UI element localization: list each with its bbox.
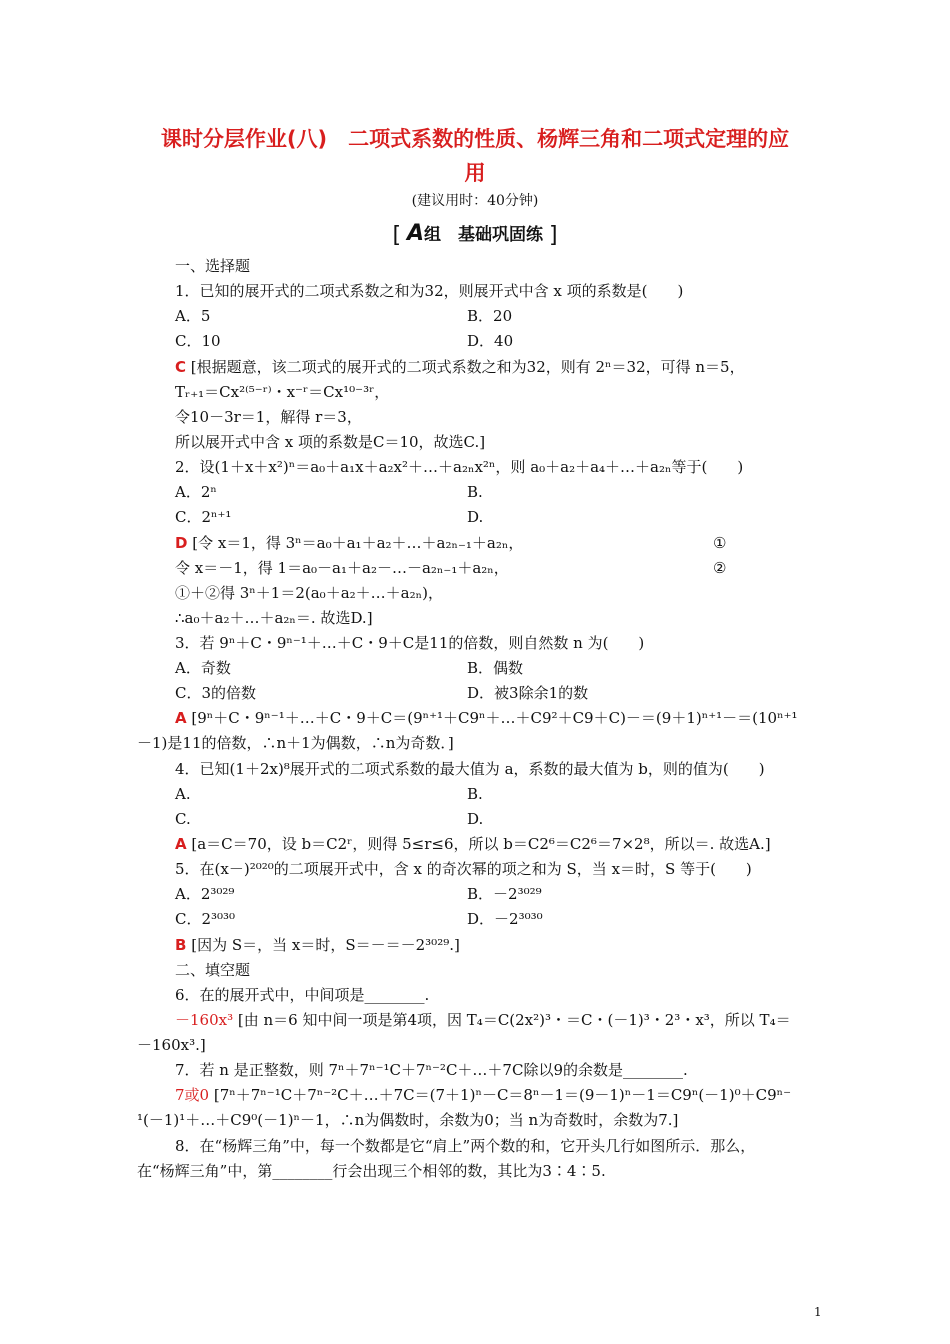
- option-c: C．3的倍数: [175, 684, 257, 702]
- group-heading: [0, 220, 950, 248]
- option-d: D.: [467, 508, 484, 526]
- option-c: C．2ⁿ⁺¹: [175, 508, 232, 526]
- suggested-time: (建议用时：40分钟): [411, 193, 539, 209]
- solution-2: [175, 533, 523, 553]
- solution-3: [175, 708, 798, 728]
- answer-value: 7或0: [175, 1086, 210, 1104]
- solution-line: －1)是11的倍数，∴n＋1为偶数，∴n为奇数．]: [137, 734, 454, 752]
- answer-letter: D: [175, 534, 188, 552]
- solution-line: －160x³.]: [137, 1036, 206, 1054]
- option-b: B.: [467, 785, 483, 803]
- solution-1: [175, 357, 745, 377]
- solution-line: 令10－3r＝1，解得 r＝3，: [175, 408, 362, 426]
- group-bracket-close: ]: [548, 223, 558, 248]
- solution-line: Tᵣ₊₁＝Cx²⁽⁵⁻ʳ⁾・x⁻ʳ＝Cx¹⁰⁻³ʳ，: [175, 383, 390, 401]
- solution-text: [a＝C＝70，设 b＝C2ʳ，则得 5≤r≤6，所以 b＝C2⁶＝C2⁶＝7×2⁸，所以＝. 故选A.]: [191, 835, 771, 853]
- solution-7: [175, 1085, 791, 1105]
- option-d: D．被3除余1的数: [467, 684, 589, 702]
- solution-4: [175, 834, 771, 854]
- question-6: 6．在的展开式中，中间项是________.: [175, 986, 430, 1004]
- equation-marker-1: ①: [713, 534, 727, 552]
- option-d: D.: [467, 810, 484, 828]
- group-letter: A: [406, 221, 425, 246]
- answer-letter: A: [175, 835, 187, 853]
- option-a: A.: [175, 785, 191, 803]
- option-b: B．20: [467, 307, 513, 325]
- page-number: 1: [814, 1305, 822, 1319]
- solution-line: ①＋②得 3ⁿ＋1＝2(a₀＋a₂＋…＋a₂ₙ)，: [175, 584, 443, 602]
- option-b: B．偶数: [467, 659, 524, 677]
- option-c: C.: [175, 810, 191, 828]
- answer-letter: B: [175, 936, 187, 954]
- question-1: 1．已知的展开式的二项式系数之和为32，则展开式中含 x 项的系数是( ): [175, 282, 684, 300]
- solution-text: [因为 S＝，当 x＝时，S＝－＝－2³⁰²⁹.]: [191, 936, 460, 954]
- page-title-continued: 用: [464, 161, 486, 185]
- question-2: 2．设(1＋x＋x²)ⁿ＝a₀＋a₁x＋a₂x²＋…＋a₂ₙx²ⁿ，则 a₀＋a₂＋a₄＋…＋a₂ₙ等于( ): [175, 458, 744, 476]
- option-a: A．5: [175, 307, 211, 325]
- solution-text: [由 n＝6 知中间一项是第4项，因 T₄＝C(2x²)³・＝C・(－1)³・2³・x³，所以 T₄＝: [237, 1011, 791, 1029]
- solution-text: [7ⁿ＋7ⁿ⁻¹C＋7ⁿ⁻²C＋…＋7C＝(7＋1)ⁿ－C＝8ⁿ－1＝(9－1)ⁿ－1＝C9ⁿ(－1)⁰＋C9ⁿ⁻: [213, 1086, 792, 1104]
- option-a: A．2³⁰²⁹: [175, 885, 235, 903]
- question-5: 5．在(x－)²⁰²⁰的二项展开式中，含 x 的奇次幂的项之和为 S，当 x＝时，S 等于( ): [175, 860, 752, 878]
- question-8-continued: 在“杨辉三角”中，第________行会出现三个相邻的数，其比为3∶4∶5.: [137, 1162, 606, 1180]
- solution-line: ¹(－1)¹＋…＋C9⁰(－1)ⁿ－1，∴n为偶数时，余数为0；当 n为奇数时，余数为7.]: [137, 1111, 679, 1129]
- question-7: 7．若 n 是正整数，则 7ⁿ＋7ⁿ⁻¹C＋7ⁿ⁻²C＋…＋7C除以9的余数是________.: [175, 1061, 688, 1079]
- option-b: B.: [467, 483, 483, 501]
- solution-line: ∴a₀＋a₂＋…＋a₂ₙ＝. 故选D.]: [175, 609, 373, 627]
- option-d: D．－2³⁰³⁰: [467, 910, 543, 928]
- group-label: 组 基础巩固练: [424, 225, 544, 245]
- solution-line: 所以展开式中含 x 项的系数是C＝10，故选C.]: [175, 433, 486, 451]
- solution-5: [175, 935, 460, 955]
- section-heading: 一、选择题: [175, 257, 251, 275]
- group-bracket-open: [: [392, 223, 402, 248]
- question-3: 3．若 9ⁿ＋C・9ⁿ⁻¹＋…＋C・9＋C是11的倍数，则自然数 n 为( ): [175, 634, 645, 652]
- page-title: 课时分层作业(八) 二项式系数的性质、杨辉三角和二项式定理的应: [160, 127, 790, 151]
- option-c: C．10: [175, 332, 221, 350]
- solution-text: [令 x＝1，得 3ⁿ＝a₀＋a₁＋a₂＋…＋a₂ₙ₋₁＋a₂ₙ，: [192, 534, 524, 552]
- question-4: 4．已知(1＋2x)⁸展开式的二项式系数的最大值为 a，系数的最大值为 b，则的值为( ): [175, 760, 765, 778]
- solution-text: [根据题意，该二项式的展开式的二项式系数之和为32，则有 2ⁿ＝32，可得 n＝5，: [190, 358, 745, 376]
- section-heading: 二、填空题: [175, 961, 251, 979]
- answer-letter: C: [175, 358, 187, 376]
- equation-marker-2: ②: [713, 559, 727, 577]
- solution-6: [175, 1010, 791, 1030]
- option-a: A．奇数: [175, 659, 231, 677]
- solution-text: [9ⁿ＋C・9ⁿ⁻¹＋…＋C・9＋C＝(9ⁿ⁺¹＋C9ⁿ＋…＋C9²＋C9＋C)－＝(9＋1)ⁿ⁺¹－＝(10ⁿ⁺¹: [191, 709, 798, 727]
- option-d: D．40: [467, 332, 514, 350]
- answer-letter: A: [175, 709, 187, 727]
- option-c: C．2³⁰³⁰: [175, 910, 236, 928]
- solution-line: 令 x＝－1，得 1＝a₀－a₁＋a₂－…－a₂ₙ₋₁＋a₂ₙ，: [175, 559, 509, 577]
- answer-value: －160x³: [175, 1011, 234, 1029]
- option-a: A．2ⁿ: [175, 483, 217, 501]
- option-b: B．－2³⁰²⁹: [467, 885, 542, 903]
- question-8: 8．在“杨辉三角”中，每一个数都是它“肩上”两个数的和，它开头几行如图所示．那么，: [175, 1137, 756, 1155]
